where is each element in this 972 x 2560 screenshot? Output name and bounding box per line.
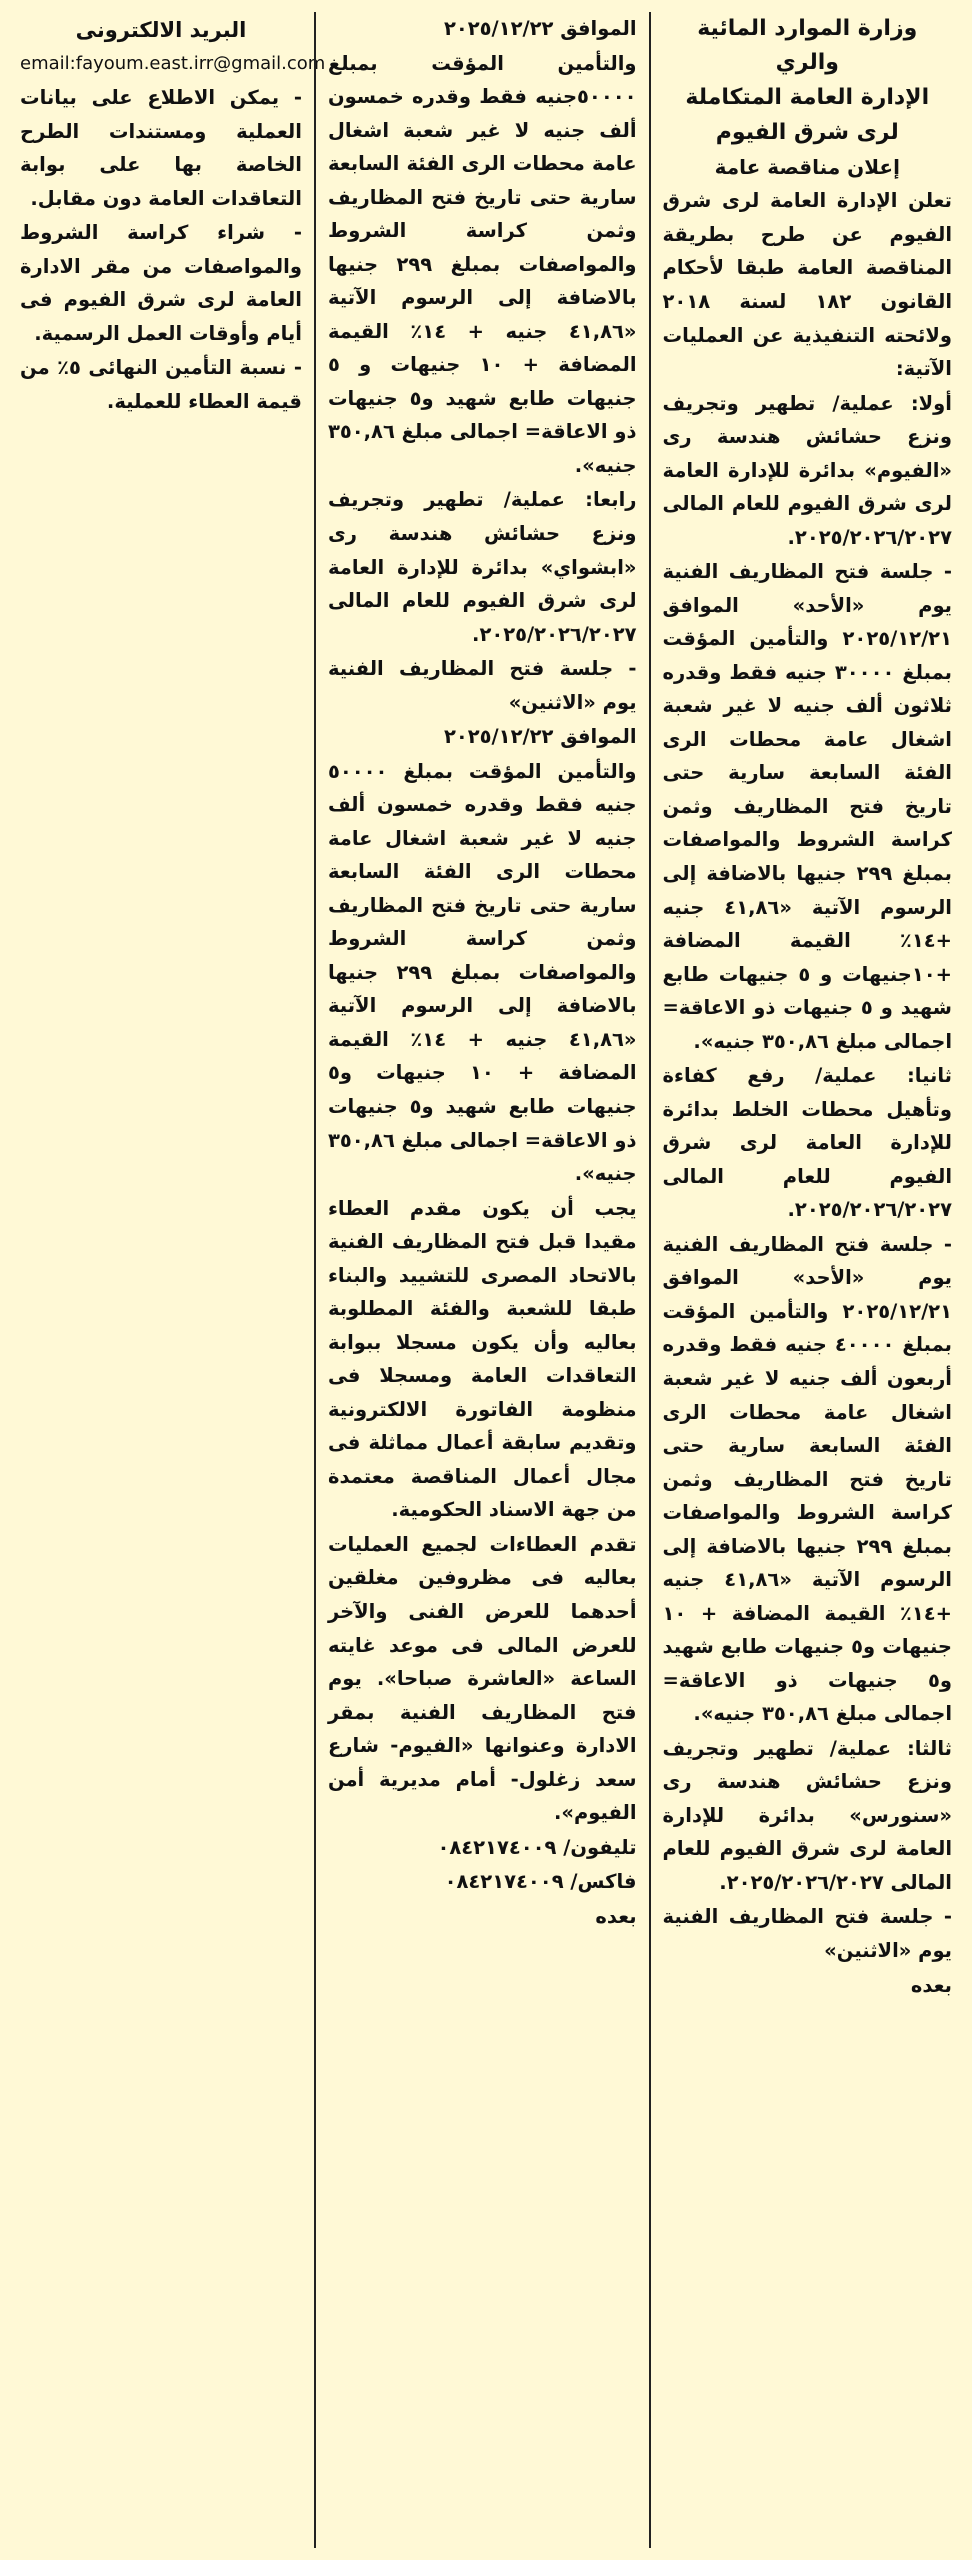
continued-label: بعده	[910, 1973, 952, 1997]
operation-3-session: - جلسة فتح المظاريف الفنية يوم «الاثنين»	[662, 1905, 952, 1962]
operation-3-date: الموافق ٢٠٢٥/١٢/٢٢	[443, 17, 637, 40]
submission-text: تقدم العطاءات لجميع العمليات بعاليه فى مظروفين مغلقين أحدهما للعرض الفنى والآخر للعرض المالى فى موعد غايته الساعة «العاشرة صباحا». يوم فتح المظاريف الفنية بمقر الادارة وعنوانها «الفيوم- شارع سعد زغلول- أمام مديرية أمن الفيوم».	[327, 1532, 637, 1825]
note-2: - شراء كراسة الشروط والمواصفات من مقر الادارة العامة لرى شرق الفيوم فى أيام وأوقات العمل الرسمية.	[20, 221, 302, 345]
operation-4: رابعا: عملية/ تطهير وتجريف ونزع حشائش هندسة رى «ابشواي» بدائرة للإدارة العامة لرى شرق الفيوم للعام المالى ٢٠٢٥/٢٠٢٦/٢٠٢٧.	[327, 488, 637, 646]
email-address: email:fayoum.east.irr@gmail.com	[20, 53, 326, 75]
region-title: لرى شرق الفيوم	[715, 120, 899, 146]
operation-1-session: - جلسة فتح المظاريف الفنية يوم «الأحد» الموافق ٢٠٢٥/١٢/٢١ والتأمين المؤقت بمبلغ ٣٠٠٠٠ جنيه فقط وقدره ثلاثون ألف جنيه لا غير شعبة اشغال عامة محطات الرى الفئة السابعة سارية حتى تاريخ فتح المظاريف وثمن كراسة الشروط والمواصفات بمبلغ ٢٩٩ جنيها بالاضافة إلى الرسوم الآتية «٤١,٨٦ جنيه +١٤٪ القيمة المضافة +١٠جنيهات و ٥ جنيهات طابع شهيد و ٥ جنيهات ذو الاعاقة= اجمالى مبلغ ٣٥٠,٨٦ جنيه».	[662, 560, 952, 1053]
intro-text: تعلن الإدارة العامة لرى شرق الفيوم عن طرح بطريقة المناقصة العامة طبقا لأحكام القانون ١٨٢ لسنة ٢٠١٨ ولائحته التنفيذية عن العمليات الآتية:	[662, 189, 952, 381]
column-right	[649, 12, 964, 2548]
fax-number: فاكس/ ٠٨٤٢١٧٤٠٠٩	[444, 1870, 637, 1894]
note-1: - يمكن الاطلاع على بيانات العملية ومستندات الطرح الخاصة بها على بوابة التعاقدات العامة دون مقابل.	[20, 86, 302, 210]
ministry-title: وزارة الموارد المائية والري	[697, 16, 918, 76]
columns	[8, 12, 964, 2548]
requirement-text: يجب أن يكون مقدم العطاء مقيدا قبل فتح المظاريف الفنية بالاتحاد المصرى للتشييد والبناء طبقا للشعبة والفئة المطلوبة بعاليه وأن يكون مسجلا ببوابة التعاقدات العامة ومسجلا فى منظومة الفاتورة الالكترونية وتقديم سابقة أعمال مماثلة فى مجال أعمال المناقصة معتمدة من جهة الاسناد الحكومية.	[327, 1196, 637, 1522]
operation-4-session: - جلسة فتح المظاريف الفنية يوم «الاثنين»	[327, 657, 637, 714]
operation-3-body: والتأمين المؤقت بمبلغ ٥٠٠٠٠جنيه فقط وقدره خمسون ألف جنيه لا غير شعبة اشغال عامة محطات الرى الفئة السابعة سارية حتى تاريخ فتح المظاريف وثمن كراسة الشروط والمواصفات بمبلغ ٢٩٩ جنيها بالاضافة إلى الرسوم الآتية «٤١,٨٦ جنيه + ١٤٪ القيمة المضافة + ١٠ جنيهات و ٥ جنيهات طابع شهيد و٥ جنيهات ذو الاعاقة= اجمالى مبلغ ٣٥٠,٨٦ جنيه».	[327, 51, 637, 477]
notice-title: إعلان مناقصة عامة	[714, 155, 900, 180]
note-3: - نسبة التأمين النهائى ٥٪ من قيمة العطاء للعملية.	[20, 356, 302, 413]
operation-3: ثالثا: عملية/ تطهير وتجريف ونزع حشائش هندسة رى «سنورس» بدائرة للإدارة العامة لرى شرق الفيوم للعام المالى ٢٠٢٥/٢٠٢٦/٢٠٢٧.	[662, 1736, 952, 1894]
operation-1: أولا: عملية/ تطهير وتجريف ونزع حشائش هندسة رى «الفيوم» بدائرة للإدارة العامة لرى شرق الفيوم للعام المالى ٢٠٢٥/٢٠٢٦/٢٠٢٧.	[662, 391, 952, 549]
operation-2-session: - جلسة فتح المظاريف الفنية يوم «الأحد» الموافق ٢٠٢٥/١٢/٢١ والتأمين المؤقت بمبلغ ٤٠٠٠٠ جنيه فقط وقدره أربعون ألف جنيه لا غير شعبة اشغال عامة محطات الرى الفئة السابعة سارية حتى تاريخ فتح المظاريف وثمن كراسة الشروط والمواصفات بمبلغ ٢٩٩ جنيها بالاضافة إلى الرسوم الآتية «٤١,٨٦ جنيه +١٤٪ القيمة المضافة + ١٠ جنيهات و٥ جنيهات طابع شهيد و٥ جنيهات ذو الاعاقة= اجمالى مبلغ ٣٥٠,٨٦ جنيه».	[662, 1232, 952, 1726]
continued-label: بعده	[595, 1904, 637, 1928]
column-middle	[314, 12, 649, 2548]
column-left	[8, 12, 326, 2548]
email-title: البريد الالكترونى	[75, 18, 247, 42]
operation-4-date: الموافق ٢٠٢٥/١٢/٢٢	[443, 725, 637, 749]
operation-4-body: والتأمين المؤقت بمبلغ ٥٠٠٠٠ جنيه فقط وقدره خمسون ألف جنيه لا غير شعبة اشغال عامة محطات الرى الفئة السابعة سارية حتى تاريخ فتح المظاريف وثمن كراسة الشروط والمواصفات بمبلغ ٢٩٩ جنيها بالاضافة إلى الرسوم الآتية «٤١,٨٦ جنيه + ١٤٪ القيمة المضافة + ١٠ جنيهات و٥ جنيهات طابع شهيد و٥ جنيهات ذو الاعاقة= اجمالى مبلغ ٣٥٠,٨٦ جنيه».	[327, 759, 637, 1186]
phone-number: تليفون/ ٠٨٤٢١٧٤٠٠٩	[437, 1835, 637, 1859]
admin-title: الإدارة العامة المتكاملة	[685, 85, 930, 111]
operation-2: ثانيا: عملية/ رفع كفاءة وتأهيل محطات الخلط بدائرة للإدارة العامة لرى شرق الفيوم للعام المالى ٢٠٢٥/٢٠٢٦/٢٠٢٧.	[662, 1064, 952, 1222]
